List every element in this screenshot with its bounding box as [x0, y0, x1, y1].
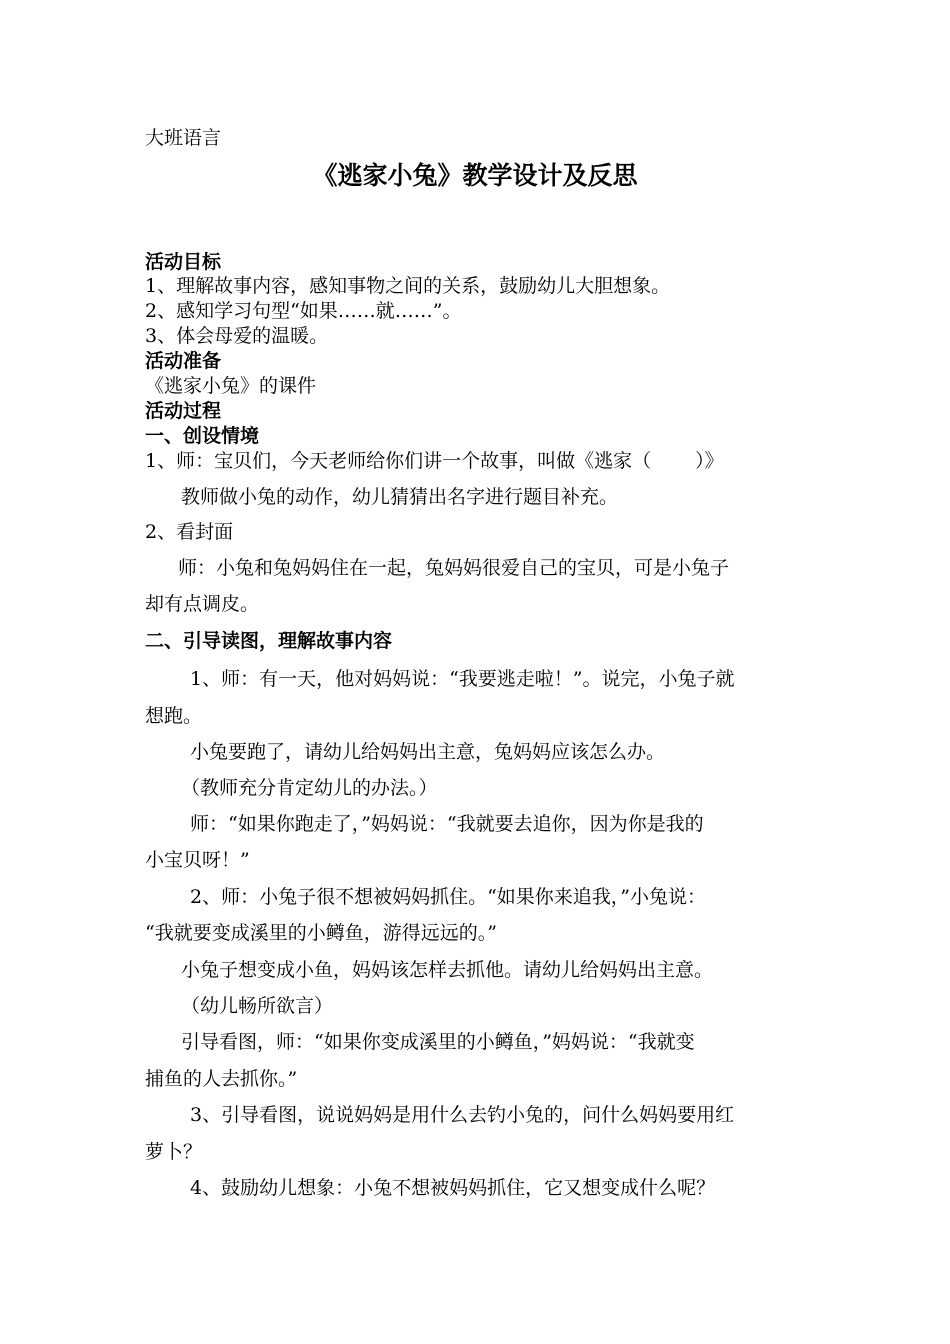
part1-line-1-text: 1、师：宝贝们，今天老师给你们讲一个故事，叫做《逃家（: [145, 450, 652, 472]
part2-line-3: 小兔要跑了，请幼儿给妈妈出主意，兔妈妈应该怎么办。: [190, 741, 666, 763]
part1-line-1-end: ）》: [695, 450, 724, 472]
goal-item-1: 1、理解故事内容，感知事物之间的关系，鼓励幼儿大胆想象。: [145, 275, 671, 297]
page-title: 《逃家小兔》教学设计及反思: [312, 161, 638, 190]
part1-heading: 一、创设情境: [145, 425, 260, 447]
goals-heading: 活动目标: [145, 251, 222, 273]
prep-heading: 活动准备: [145, 350, 222, 372]
part2-line-13: 3、引导看图，说说妈妈是用什么去钓小兔的，问什么妈妈要用红: [190, 1104, 735, 1126]
part2-line-4: （教师充分肯定幼儿的办法。）: [181, 777, 438, 799]
part2-line-5: 师：“如果你跑走了，”妈妈说：“我就要去追你，因为你是我的: [190, 813, 704, 835]
category-label: 大班语言: [145, 127, 222, 149]
part2-line-2: 想跑。: [145, 705, 203, 727]
part1-line-3: 2、看封面: [145, 521, 234, 543]
part2-line-10: （幼儿畅所欲言）: [181, 995, 334, 1017]
part1-line-1: [145, 449, 724, 473]
part2-line-1: 1、师：有一天，他对妈妈说：“我要逃走啦！”。说完，小兔子就: [190, 668, 735, 690]
prep-text: 《逃家小兔》的课件: [145, 375, 317, 397]
process-heading: 活动过程: [145, 400, 222, 422]
part2-line-8: “我就要变成溪里的小鳟鱼，游得远远的。”: [145, 922, 497, 944]
part1-line-4: 师：小兔和兔妈妈住在一起，兔妈妈很爱自己的宝贝，可是小兔子: [178, 557, 730, 579]
part1-line-2: 教师做小兔的动作，幼儿猜猜出名字进行题目补充。: [181, 486, 619, 508]
part2-line-12: 捕鱼的人去抓你。”: [145, 1068, 298, 1090]
part2-line-11: 引导看图，师：“如果你变成溪里的小鳟鱼，”妈妈说：“我就变: [181, 1031, 695, 1053]
goal-item-3: 3、体会母爱的温暖。: [145, 325, 329, 347]
part1-line-5: 却有点调皮。: [145, 593, 260, 615]
part2-heading: 二、引导读图，理解故事内容: [145, 630, 393, 652]
goal-item-2: 2、感知学习句型“如果……就……”。: [145, 300, 462, 322]
part2-line-6: 小宝贝呀！”: [145, 849, 250, 871]
part2-line-15: 4、鼓励幼儿想象：小兔不想被妈妈抓住，它又想变成什么呢？: [190, 1177, 716, 1199]
part2-line-7: 2、师：小兔子很不想被妈妈抓住。“如果你来追我，”小兔说：: [190, 886, 707, 908]
part2-line-9: 小兔子想变成小鱼，妈妈该怎样去抓他。请幼儿给妈妈出主意。: [181, 959, 714, 981]
part2-line-14: 萝卜？: [145, 1141, 203, 1163]
